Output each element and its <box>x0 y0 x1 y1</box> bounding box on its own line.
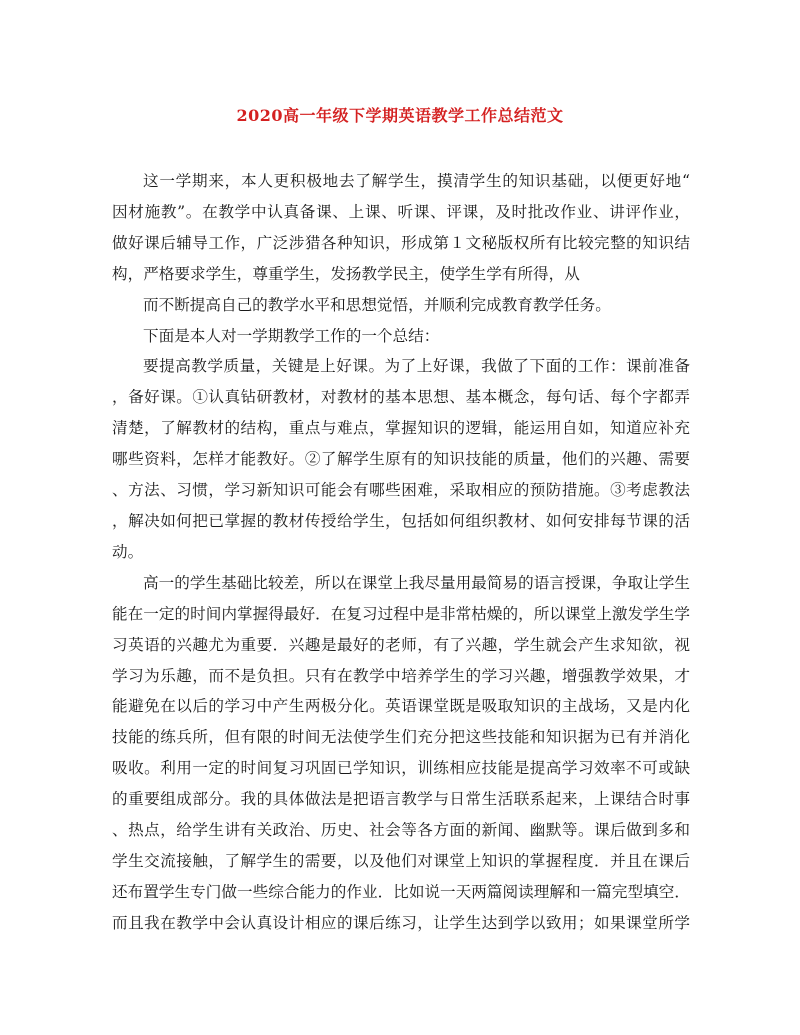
paragraph-3 <box>112 321 690 352</box>
paragraph-line: 技能的练兵所，但有限的时间无法使学生们充分把这些技能和知识据为已有并消化 <box>112 728 690 747</box>
paragraph-line: 能避免在以后的学习中产生两极分化。英语课堂既是吸取知识的主战场，又是内化 <box>112 697 690 716</box>
paragraph-line: 哪些资料，怎样才能教好。②了解学生原有的知识技能的质量，他们的兴趣、需要 <box>112 450 690 469</box>
paragraph-2 <box>112 290 690 321</box>
paragraph-line: 习英语的兴趣尤为重要．兴趣是最好的老师，有了兴趣，学生就会产生求知欲，视 <box>112 635 690 654</box>
paragraph-line: 要提高教学质量，关键是上好课。为了上好课，我做了下面的工作：课前准备 <box>143 357 690 376</box>
paragraph-line: 的重要组成部分。我的具体做法是把语言教学与日常生活联系起来，上课结合时事 <box>112 790 690 809</box>
paragraph-line: 、热点，给学生讲有关政治、历史、社会等各方面的新闻、幽默等。课后做到多和 <box>112 821 690 840</box>
paragraph-line: 这一学期来，本人更积极地去了解学生，摸清学生的知识基础，以便更好地“ <box>143 172 690 190</box>
paragraph-line: 因材施教”。在教学中认真备课、上课、听课、评课，及时批改作业、讲评作业， <box>112 202 690 221</box>
paragraph-4 <box>112 351 690 567</box>
paragraph-line: 下面是本人对一学期教学工作的一个总结： <box>143 326 440 345</box>
paragraph-line: 学生交流接触，了解学生的需要，以及他们对课堂上知识的掌握程度．并且在课后 <box>112 851 690 870</box>
paragraph-line: 动。 <box>112 542 144 561</box>
paragraph-5 <box>112 568 690 939</box>
paragraph-line: 、方法、习惯，学习新知识可能会有哪些困难，采取相应的预防措施。③考虑教法 <box>112 481 690 500</box>
paragraph-line: 做好课后辅导工作，广泛涉猎各种知识，形成第１文秘版权所有比较完整的知识结 <box>112 233 690 252</box>
document-title: 2020高一年级下学期英语教学工作总结范文 <box>236 106 564 125</box>
paragraph-line: 还布置学生专门做一些综合能力的作业．比如说一天两篇阅读理解和一篇完型填空． <box>112 882 690 901</box>
paragraph-1 <box>112 166 690 290</box>
paragraph-line: 吸收。利用一定的时间复习巩固已学知识，训练相应技能是提高学习效率不可或缺 <box>112 759 690 778</box>
paragraph-line: ，解决如何把已掌握的教材传授给学生，包括如何组织教材、如何安排每节课的活 <box>112 511 690 530</box>
document-body <box>112 166 690 939</box>
paragraph-line: ，备好课。①认真钻研教材，对教材的基本思想、基本概念，每句话、每个字都弄 <box>112 388 690 407</box>
paragraph-line: 高一的学生基础比较差，所以在课堂上我尽量用最简易的语言授课，争取让学生 <box>143 573 690 592</box>
paragraph-line: 学习为乐趣，而不是负担。只有在教学中培养学生的学习兴趣，增强教学效果，才 <box>112 666 690 685</box>
paragraph-line: 构，严格要求学生，尊重学生，发扬教学民主，使学生学有所得，从 <box>112 264 580 283</box>
paragraph-line: 能在一定的时间内掌握得最好．在复习过程中是非常枯燥的，所以课堂上激发学生学 <box>112 604 690 623</box>
paragraph-line: 而不断提高自己的教学水平和思想觉悟，并顺利完成教育教学任务。 <box>143 295 611 314</box>
paragraph-line: 清楚，了解教材的结构，重点与难点，掌握知识的逻辑，能运用自如，知道应补充 <box>112 419 690 438</box>
paragraph-line: 而且我在教学中会认真设计相应的课后练习，让学生达到学以致用；如果课堂所学 <box>112 913 690 932</box>
